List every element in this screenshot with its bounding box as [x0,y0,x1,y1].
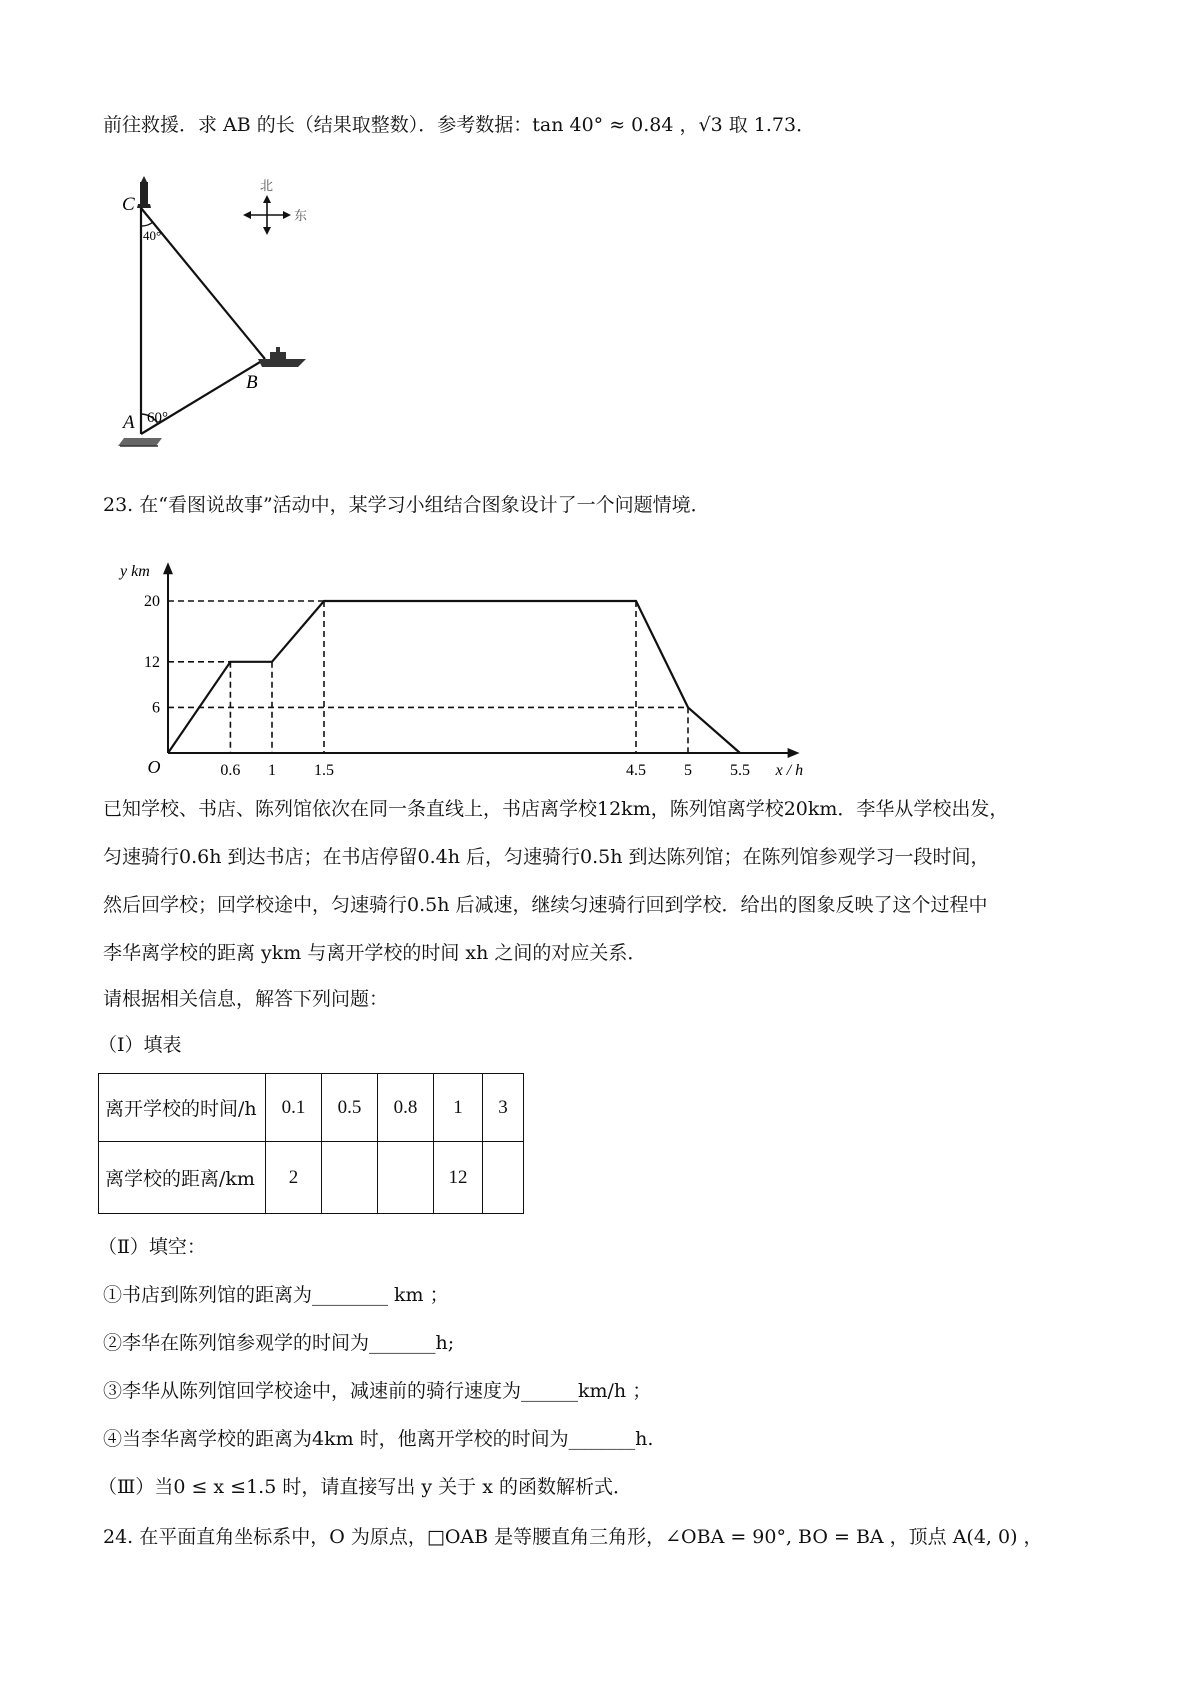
table-cell: 3 [483,1074,524,1142]
table-cell: 0.1 [266,1074,322,1142]
x-tick-label: 1 [268,762,276,779]
problem24-text: 24. 在平面直角坐标系中，O 为原点，□OAB 是等腰直角三角形，∠OBA = 90°, BO = BA ，顶点 A(4, 0) ， [103,1526,1043,1548]
x-tick-label: 4.5 [626,762,646,779]
blank-2: ②李华在陈列馆参观学的时间为_______h; [103,1332,455,1354]
series-line [168,601,740,753]
x-tick-label: 1.5 [314,762,334,779]
table-header-distance: 离学校的距离/km [99,1142,266,1214]
x-tick-label: 5 [684,762,692,779]
problem23-paragraph-line-3: 然后回学校；回学校途中，匀速骑行0.5h 后减速，继续匀速骑行回到学校．给出的图象反映了这个过程中 [103,894,988,916]
y-axis-arrow [163,562,173,574]
table-cell: 1 [434,1074,483,1142]
label-c: C [122,194,135,215]
table-row [99,1142,524,1214]
problem23-part2: （Ⅱ）填空： [98,1236,206,1258]
ship-icon [258,347,306,367]
table-cell: 0.8 [378,1074,434,1142]
dock-icon [118,438,162,446]
problem23-paragraph-line-4: 李华离学校的距离 ykm 与离开学校的时间 xh 之间的对应关系． [103,942,647,964]
problem23-instruction: 请根据相关信息，解答下列问题： [103,988,389,1010]
y-tick-label: 6 [152,699,160,717]
x-tick-label: 0.6 [220,762,241,779]
compass-north-label: 北 [260,178,274,193]
distance-time-chart [110,540,804,785]
y-tick-label: 12 [144,653,160,671]
problem23-part1: （Ⅰ）填表 [98,1034,182,1056]
fill-table [98,1073,524,1214]
problem23-intro: 23. 在“看图说故事”活动中，某学习小组结合图象设计了一个问题情境． [103,494,710,516]
problem23-paragraph-line-1: 已知学校、书店、陈列馆依次在同一条直线上，书店离学校12km，陈列馆离学校20km．李华从学校出发， [103,798,1009,820]
angle-c-label: 40° [143,228,162,243]
y-tick-label: 20 [144,593,160,610]
blank-3: ③李华从陈列馆回学校途中，减速前的骑行速度为______km/h ； [103,1380,652,1402]
label-a: A [123,412,135,433]
table-answer-cell[interactable] [483,1142,524,1214]
blank-4: ④当李华离学校的距离为4km 时，他离开学校的时间为_______h. [103,1428,654,1450]
x-axis-arrow [788,748,800,758]
table-cell: 12 [434,1142,483,1214]
problem23-paragraph-line-2: 匀速骑行0.6h 到达书店；在书店停留0.4h 后，匀速骑行0.5h 到达陈列馆；在陈列馆参观学习一段时间， [103,846,990,868]
angle-a-label: 60° [147,410,168,426]
x-axis-label: x / h [775,762,804,779]
table-answer-cell[interactable] [322,1142,378,1214]
table-row [99,1074,524,1142]
origin-label: O [147,757,161,777]
table-cell: 2 [266,1142,322,1214]
y-axis-label: y km [120,563,150,581]
problem23-part3: （Ⅲ）当0 ≤ x ≤1.5 时，请直接写出 y 关于 x 的函数解析式． [98,1476,632,1498]
table-cell: 0.5 [322,1074,378,1142]
problem22-text: 前往救援．求 AB 的长（结果取整数）．参考数据：tan 40° ≈ 0.84 ，√3 取 1.73． [103,114,816,136]
table-answer-cell[interactable] [378,1142,434,1214]
lighthouse-icon [137,176,151,208]
compass-icon [243,195,291,235]
triangle-figure [110,168,350,468]
label-b: B [246,372,258,393]
table-header-time: 离开学校的时间/h [99,1074,266,1142]
x-tick-label: 5.5 [730,762,750,779]
blank-1: ①书店到陈列馆的距离为________ km ； [103,1284,449,1306]
compass-east-label: 东 [294,208,308,223]
